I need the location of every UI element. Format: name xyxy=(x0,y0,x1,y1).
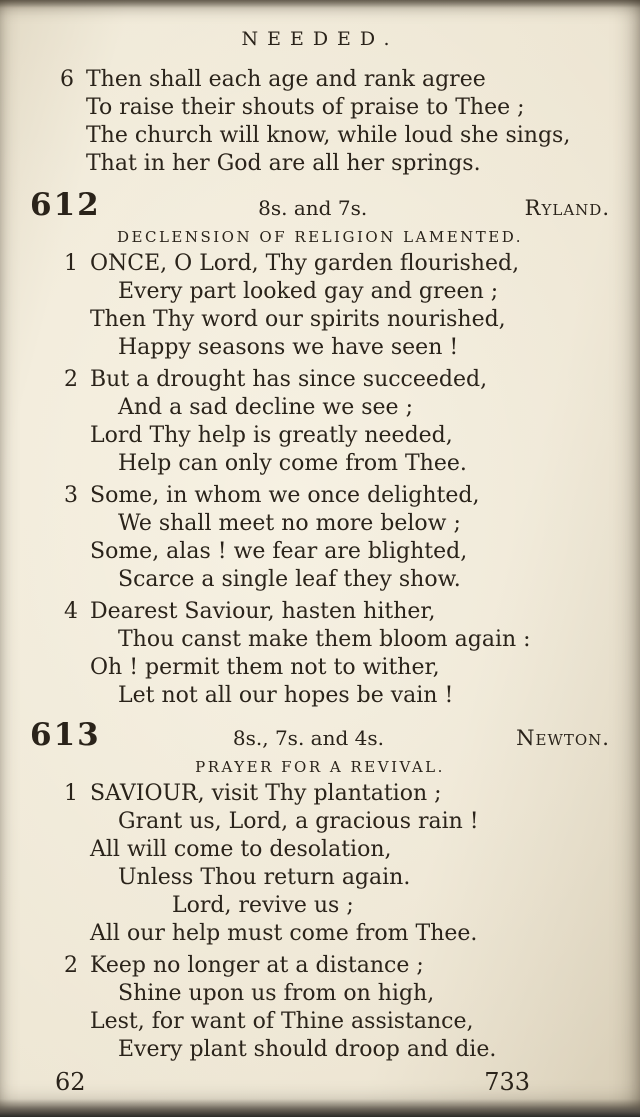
verse-line: Keep no longer at a distance ; xyxy=(90,953,424,978)
page-number-left: 62 xyxy=(55,1068,86,1096)
verse-line: Then shall each age and rank agree xyxy=(86,67,486,92)
stanza xyxy=(64,366,610,478)
verse-line: Grant us, Lord, a gracious rain ! xyxy=(118,809,479,834)
hymn-header xyxy=(30,188,610,222)
verse-line: Help can only come from Thee. xyxy=(118,451,467,476)
hymn-613-section xyxy=(30,718,610,1064)
verse-line: Lest, for want of Thine assistance, xyxy=(90,1009,474,1034)
verse-line: SAVIOUR, visit Thy plantation ; xyxy=(90,781,442,806)
verse-line: Thou canst make them bloom again : xyxy=(118,627,531,652)
verse-line: We shall meet no more below ; xyxy=(118,511,461,536)
verse-line: Every part looked gay and green ; xyxy=(118,279,499,304)
verse-line: Lord, revive us ; xyxy=(172,893,354,918)
verse-line: Happy seasons we have seen ! xyxy=(118,335,459,360)
hymn-meter: 8s., 7s. and 4s. xyxy=(232,726,384,750)
stanza-number: 2 xyxy=(64,367,78,392)
running-header: NEEDED. xyxy=(241,28,399,50)
verse-line: Then Thy word our spirits nourished, xyxy=(90,307,506,332)
verse-line: Unless Thou return again. xyxy=(118,865,411,890)
page-number-right: 733 xyxy=(484,1068,530,1096)
hymn-meter: 8s. and 7s. xyxy=(258,196,368,220)
stanza-number: 3 xyxy=(64,483,78,508)
stanza-number: 6 xyxy=(60,67,74,92)
verse-line: ONCE, O Lord, Thy garden flourished, xyxy=(90,251,520,276)
verse-line: Let not all our hopes be vain ! xyxy=(118,683,454,708)
stanza xyxy=(64,598,610,710)
verse-line: Every plant should droop and die. xyxy=(118,1037,497,1062)
hymn-title: PRAYER FOR A REVIVAL. xyxy=(195,758,445,776)
verse-line: That in her God are all her springs. xyxy=(86,151,481,176)
hymn-header xyxy=(30,718,610,752)
hymn-number: 612 xyxy=(30,187,101,223)
verse-line: The church will know, while loud she sings, xyxy=(86,123,571,148)
verse-line: But a drought has since succeeded, xyxy=(90,367,488,392)
verse-line: Some, in whom we once delighted, xyxy=(90,483,480,508)
verse-line: Oh ! permit them not to wither, xyxy=(90,655,440,680)
page-footer xyxy=(30,1068,610,1096)
verse-line: All will come to desolation, xyxy=(90,837,392,862)
hymn-author: Newton. xyxy=(516,726,610,750)
stanza-number: 4 xyxy=(64,599,78,624)
verse-line: Shine upon us from on high, xyxy=(118,981,435,1006)
verse-line: Lord Thy help is greatly needed, xyxy=(90,423,453,448)
continuation-stanza xyxy=(60,66,610,178)
stanza xyxy=(64,780,610,948)
verse-line: To raise their shouts of praise to Thee ; xyxy=(86,95,525,120)
verse-line: Scarce a single leaf they show. xyxy=(118,567,461,592)
hymn-612-section xyxy=(30,188,610,710)
hymn-author: Ryland. xyxy=(524,196,610,220)
paper-bottom-edge xyxy=(0,1099,640,1117)
stanza xyxy=(64,482,610,594)
stanza-number: 1 xyxy=(64,251,78,276)
verse-line: Some, alas ! we fear are blighted, xyxy=(90,539,468,564)
stanza xyxy=(64,250,610,362)
hymn-title: DECLENSION OF RELIGION LAMENTED. xyxy=(116,228,524,246)
hymn-number: 613 xyxy=(30,717,101,753)
stanza-number: 2 xyxy=(64,953,78,978)
verse-line: Dearest Saviour, hasten hither, xyxy=(90,599,436,624)
stanza-number: 1 xyxy=(64,781,78,806)
verse-line: All our help must come from Thee. xyxy=(90,921,478,946)
stanza xyxy=(64,952,610,1064)
verse-line: And a sad decline we see ; xyxy=(118,395,413,420)
